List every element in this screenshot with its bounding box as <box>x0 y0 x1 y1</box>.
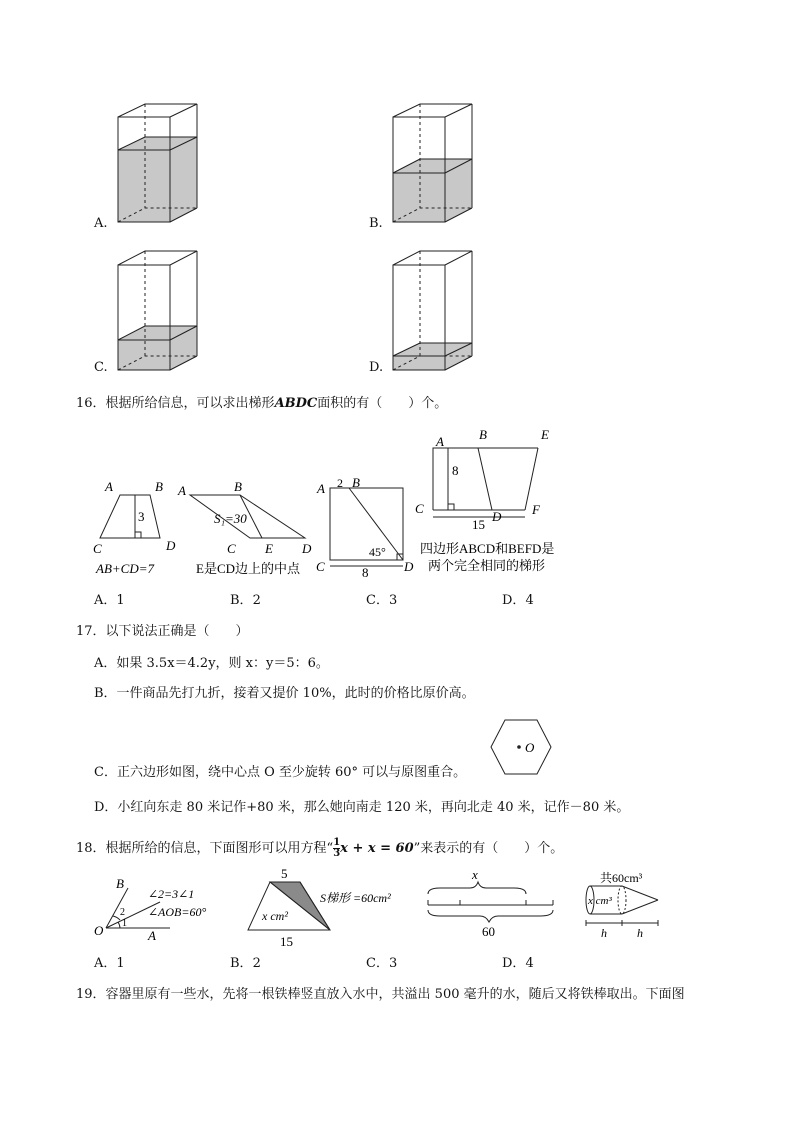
q16-stem-var: ABDC <box>274 396 318 411</box>
q18-fig4-h2: h <box>637 926 643 940</box>
q16-fig2-B: B <box>234 479 242 494</box>
q16-fig2-C: C <box>227 541 236 556</box>
q16-fig3-cd: 8 <box>362 565 369 580</box>
q16-choice-d-label: D． <box>502 593 526 608</box>
q18-frac-num: 1 <box>333 837 341 848</box>
q18-choice-b-value: 2 <box>252 956 261 971</box>
q16-fig4-C: C <box>415 501 424 516</box>
q18-fig1-rel2: ∠AOB=60° <box>148 905 207 919</box>
q16-choice-c[interactable] <box>366 593 397 609</box>
q18-choice-b[interactable] <box>230 956 261 972</box>
q18-fig3-top: x <box>472 867 478 882</box>
q15-option-a[interactable]: A. <box>94 216 108 231</box>
q16-fig3-angle: 45° <box>369 545 386 559</box>
q16-choice-b-label: B． <box>230 593 253 608</box>
q16-choice-d-value: 4 <box>525 593 534 608</box>
q16-choice-a[interactable] <box>94 593 125 609</box>
q18-fig2-s: S梯形 =60cm² <box>320 891 391 905</box>
q17-option-a[interactable]: A．如果 3.5x＝4.2y，则 x：y＝5：6。 <box>94 656 329 671</box>
q18-choice-d-value: 4 <box>525 956 534 971</box>
q18-stem <box>76 838 563 859</box>
q16-number: 16． <box>76 396 106 411</box>
q18-fig4-total: 共60cm³ <box>600 871 643 885</box>
q16-fig3 <box>330 488 403 566</box>
container-c <box>118 251 197 370</box>
q18-fig2-area: x cm² <box>262 909 288 923</box>
q16-fig2 <box>190 495 305 538</box>
q16-fig4-F: F <box>532 502 540 517</box>
q16-fig1-height: 3 <box>138 509 145 524</box>
q16-fig1-C: C <box>93 541 102 556</box>
q17-option-d[interactable]: D．小红向东走 80 米记作+80 米，那么她向南走 120 米，再向北走 40 米，记作－80 米。 <box>94 800 630 815</box>
container-b <box>393 104 472 222</box>
q17-option-c[interactable]: C．正六边形如图，绕中心点 O 至少旋转 60° 可以与原图重合。 <box>94 765 467 780</box>
q18-choice-d[interactable] <box>502 956 534 972</box>
q16-fig3-D: D <box>404 559 414 574</box>
q18-fig1-B: B <box>116 876 124 891</box>
q17-stem <box>76 624 249 640</box>
q16-choice-c-label: C． <box>366 593 389 608</box>
q18-fig1-A: A <box>148 928 156 943</box>
q18-frac-den: 3 <box>333 848 341 859</box>
q18-fig1-O: O <box>94 923 104 938</box>
q18-stem-prefix: 根据所给的信息，下面图形可以用方程“ <box>105 841 334 856</box>
q19-number: 19． <box>76 987 106 1002</box>
q16-fig4-D: D <box>492 509 502 524</box>
q16-fig4-E: E <box>541 427 549 442</box>
q18-fig4-h1: h <box>601 926 607 940</box>
q16-stem-prefix: 根据所给信息，可以求出梯形 <box>105 396 275 411</box>
q16-fig4-base: 15 <box>472 517 485 532</box>
q16-choice-a-label: A． <box>94 593 117 608</box>
q18-choice-d-label: D． <box>502 956 526 971</box>
q19-stem <box>76 987 685 1003</box>
q18-fig2-bottom: 15 <box>280 934 293 949</box>
q16-fig2-A: A <box>178 483 186 498</box>
q17-option-b[interactable]: B．一件商品先打九折，接着又提价 10%，此时的价格比原价高。 <box>94 686 475 701</box>
q16-fig3-B: B <box>352 475 360 490</box>
q18-choice-a-value: 1 <box>116 956 125 971</box>
q16-choice-b-value: 2 <box>252 593 261 608</box>
q16-choice-c-value: 3 <box>388 593 398 608</box>
q17-number: 17． <box>76 624 106 639</box>
q16-fig2-caption: E是CD边上的中点 <box>196 561 301 576</box>
q16-choice-d[interactable] <box>502 593 534 609</box>
q16-fig4-height: 8 <box>452 463 459 478</box>
q18-choice-a[interactable] <box>94 956 125 972</box>
q18-figures <box>0 862 794 952</box>
q18-number: 18． <box>76 841 106 856</box>
q16-choice-b[interactable] <box>230 593 261 609</box>
q16-fig2-area: S₁=30 <box>214 511 247 526</box>
q19-stem-text: 容器里原有一些水，先将一根铁棒竖直放入水中，共溢出 500 毫升的水，随后又将铁棒取出。下面图 <box>105 987 685 1002</box>
q16-figures <box>0 420 794 585</box>
q17-hex-center-label: O <box>525 740 535 755</box>
q16-fig2-D: D <box>302 541 312 556</box>
q18-choice-c-label: C． <box>366 956 389 971</box>
q16-fig4-caption2: 两个完全相同的梯形 <box>428 558 546 573</box>
q17-hexagon <box>490 718 552 776</box>
q16-fig4-B: B <box>479 427 487 442</box>
q18-fig3 <box>428 882 553 922</box>
q15-option-b[interactable]: B. <box>369 216 383 231</box>
q18-choice-a-label: A． <box>94 956 117 971</box>
q18-fig3-bottom: 60 <box>482 924 495 939</box>
q18-fig1-rel1: ∠2=3∠1 <box>148 887 195 901</box>
q18-fig2 <box>248 882 330 930</box>
q15-option-d[interactable]: D. <box>369 360 384 375</box>
q16-fig3-C: C <box>316 559 325 574</box>
q16-fig4-A: A <box>436 434 444 449</box>
q16-fig2-E: E <box>265 541 273 556</box>
q16-stem <box>76 396 447 412</box>
q18-fig2-top: 5 <box>281 866 288 881</box>
q18-choice-c-value: 3 <box>388 956 398 971</box>
q18-choice-c[interactable] <box>366 956 397 972</box>
q16-fig3-A: A <box>317 481 325 496</box>
q16-fig1-B: B <box>155 479 163 494</box>
container-a <box>118 104 197 222</box>
q18-fig1-n1: 1 <box>122 918 127 929</box>
q16-fig4-caption1: 四边形ABCD和BEFD是 <box>420 541 555 556</box>
q18-fig1-n2: 2 <box>120 907 125 918</box>
q16-fig4 <box>433 448 538 517</box>
q18-choice-b-label: B． <box>230 956 253 971</box>
q16-fig1-D: D <box>166 538 176 553</box>
q16-fig3-ab: 2 <box>337 476 343 490</box>
container-d <box>393 251 472 370</box>
q15-figures <box>0 0 794 380</box>
q18-stem-suffix: ”来表示的有（ ）个。 <box>413 841 564 856</box>
q18-equation: x + x = 60 <box>340 841 414 856</box>
q16-choice-a-value: 1 <box>116 593 125 608</box>
q18-fig4-inner: x cm³ <box>588 895 612 907</box>
q16-fig1-caption: AB+CD=7 <box>96 561 154 576</box>
q16-fig1 <box>100 495 160 538</box>
q17-stem-text: 以下说法正确是（ ） <box>105 624 249 639</box>
q16-stem-suffix: 面积的有（ ）个。 <box>317 396 448 411</box>
q16-fig1-A: A <box>105 479 113 494</box>
q15-option-c[interactable]: C. <box>94 360 108 375</box>
